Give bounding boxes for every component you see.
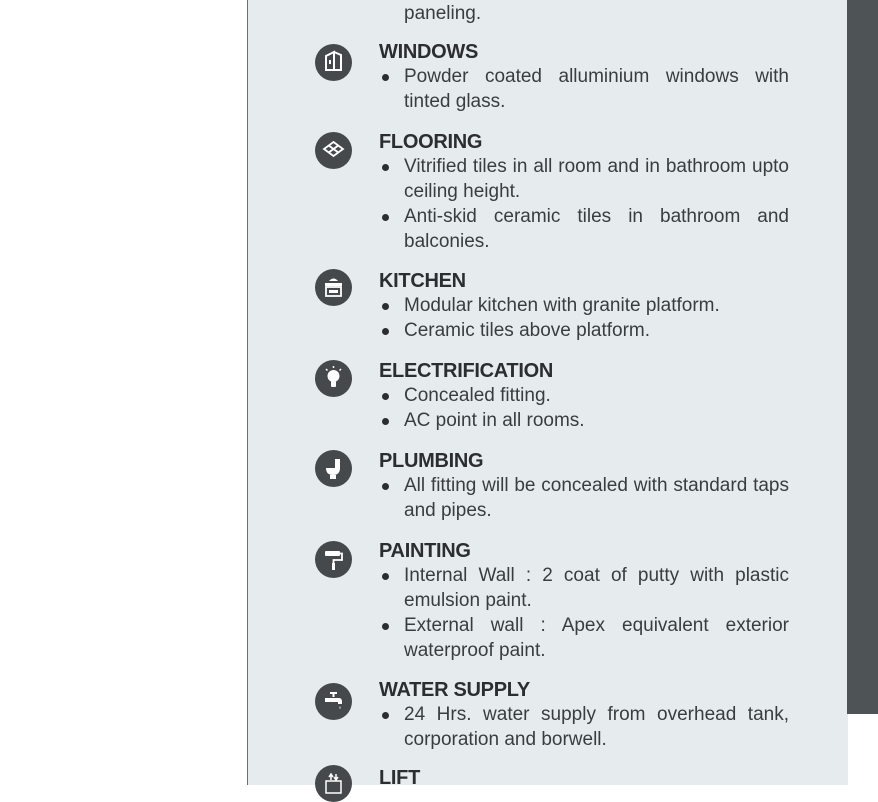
item-list [379, 293, 789, 343]
list-item: AC point in all rooms. [379, 408, 789, 433]
item-list [379, 473, 789, 523]
item-list [379, 702, 789, 752]
item-list [379, 154, 789, 254]
list-item: Internal Wall : 2 coat of putty with plastic emulsion paint. [379, 563, 789, 613]
kitchen-stove-icon [315, 269, 352, 306]
item-list [379, 64, 789, 114]
light-bulb-icon [315, 360, 352, 397]
item-list [379, 383, 789, 433]
section-heading: KITCHEN [379, 270, 466, 292]
section-heading: WINDOWS [379, 41, 478, 63]
section-heading: PLUMBING [379, 450, 484, 472]
section-heading: ELECTRIFICATION [379, 360, 554, 382]
continued-text: paneling. [404, 3, 482, 24]
list-item: Anti-skid ceramic tiles in bathroom and balconies. [379, 204, 789, 254]
floor-tiles-icon [315, 132, 352, 169]
section-heading: PAINTING [379, 540, 471, 562]
list-item: Ceramic tiles above platform. [379, 318, 789, 343]
section-heading: WATER SUPPLY [379, 679, 530, 701]
list-item: Concealed fitting. [379, 383, 789, 408]
list-item: 24 Hrs. water supply from overhead tank, corporation and borwell. [379, 702, 789, 752]
list-item: Powder coated alluminium windows with tinted glass. [379, 64, 789, 114]
side-accent-bar [847, 0, 878, 714]
list-item: All fitting will be concealed with standard taps and pipes. [379, 473, 789, 523]
lift-icon [315, 765, 352, 802]
water-tap-icon [315, 683, 352, 720]
paint-roller-icon [315, 541, 352, 578]
toilet-icon [315, 450, 352, 487]
section-heading: FLOORING [379, 131, 483, 153]
section-heading: LIFT [379, 767, 421, 789]
window-icon [315, 44, 352, 81]
list-item: Modular kitchen with granite platform. [379, 293, 789, 318]
list-item: Vitrified tiles in all room and in bathroom upto ceiling height. [379, 154, 789, 204]
list-item: External wall : Apex equivalent exterior waterproof paint. [379, 613, 789, 663]
item-list [379, 563, 789, 663]
